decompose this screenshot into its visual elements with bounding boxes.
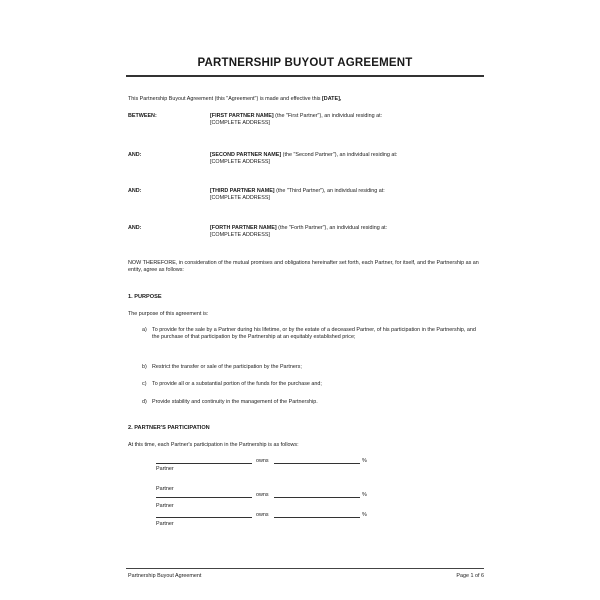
partner-name-line bbox=[156, 511, 252, 518]
partner-label: Partner bbox=[156, 503, 174, 509]
now-therefore-paragraph: NOW THEREFORE, in consideration of the mutual promises and obligations hereinafter set forth, each Partner, for itself, and the Partnership as an entity, agree as follows: bbox=[128, 260, 479, 273]
list-item-letter: b) bbox=[142, 364, 147, 370]
percent-sign: % bbox=[362, 512, 367, 518]
owns-label: owns bbox=[256, 492, 269, 498]
purpose-intro: The purpose of this agreement is: bbox=[128, 311, 209, 317]
party-name: [SECOND PARTNER NAME] bbox=[210, 152, 282, 158]
intro-date: [DATE], bbox=[322, 96, 342, 102]
percent-line bbox=[274, 457, 360, 464]
partner-label: Partner bbox=[156, 486, 174, 492]
percent-sign: % bbox=[362, 492, 367, 498]
percent-line bbox=[274, 491, 360, 498]
party-address: [COMPLETE ADDRESS] bbox=[210, 232, 270, 238]
title-rule bbox=[126, 75, 484, 77]
party-description: (the "First Partner"), an individual residing at: bbox=[273, 113, 383, 119]
party-label: BETWEEN: bbox=[128, 113, 157, 119]
footer-title: Partnership Buyout Agreement bbox=[128, 573, 202, 579]
list-item-text: Provide stability and continuity in the management of the Partnership. bbox=[152, 399, 318, 405]
list-item-text: Restrict the transfer or sale of the participation by the Partners; bbox=[152, 364, 302, 370]
party-block bbox=[210, 152, 484, 166]
section-heading-participation: 2. PARTNER'S PARTICIPATION bbox=[128, 425, 210, 431]
party-block bbox=[210, 188, 484, 202]
partner-name-line bbox=[156, 491, 252, 498]
partner-label: Partner bbox=[156, 466, 174, 472]
list-item-text: To provide all or a substantial portion of the funds for the purchase and; bbox=[152, 381, 322, 387]
footer-rule bbox=[126, 568, 484, 569]
party-label: AND: bbox=[128, 152, 142, 158]
intro-text: This Partnership Buyout Agreement (this "Agreement") is made and effective this bbox=[128, 96, 322, 102]
party-label: AND: bbox=[128, 225, 142, 231]
party-description: (the "Forth Partner"), an individual residing at: bbox=[276, 225, 388, 231]
partner-name-line bbox=[156, 457, 252, 464]
party-name: [FORTH PARTNER NAME] bbox=[210, 225, 277, 231]
section-heading-purpose: 1. PURPOSE bbox=[128, 294, 162, 300]
party-description: (the "Second Partner"), an individual residing at: bbox=[281, 152, 398, 158]
list-item-letter: a) bbox=[142, 327, 147, 333]
party-address: [COMPLETE ADDRESS] bbox=[210, 159, 270, 165]
partner-label: Partner bbox=[156, 521, 174, 527]
percent-sign: % bbox=[362, 458, 367, 464]
owns-label: owns bbox=[256, 512, 269, 518]
party-label: AND: bbox=[128, 188, 142, 194]
percent-line bbox=[274, 511, 360, 518]
list-item-letter: d) bbox=[142, 399, 147, 405]
document-page bbox=[126, 0, 484, 600]
party-block bbox=[210, 225, 484, 239]
list-item-text: To provide for the sale by a Partner during his lifetime, or by the estate of a deceased Partner, of his participation in the Partnership, and the purchase of that participation by the Partnership at an equitably established price; bbox=[152, 327, 476, 340]
party-block bbox=[210, 113, 484, 127]
document-title: PARTNERSHIP BUYOUT AGREEMENT bbox=[197, 57, 413, 69]
party-name: [FIRST PARTNER NAME] bbox=[210, 113, 274, 119]
party-description: (the "Third Partner"), an individual residing at: bbox=[274, 188, 385, 194]
party-address: [COMPLETE ADDRESS] bbox=[210, 195, 270, 201]
intro-paragraph bbox=[128, 96, 484, 103]
party-name: [THIRD PARTNER NAME] bbox=[210, 188, 275, 194]
list-item-letter: c) bbox=[142, 381, 147, 387]
page-number: Page 1 of 6 bbox=[456, 573, 484, 579]
participation-intro: At this time, each Partner's participation in the Partnership is as follows: bbox=[128, 442, 299, 448]
owns-label: owns bbox=[256, 458, 269, 464]
party-address: [COMPLETE ADDRESS] bbox=[210, 120, 270, 126]
